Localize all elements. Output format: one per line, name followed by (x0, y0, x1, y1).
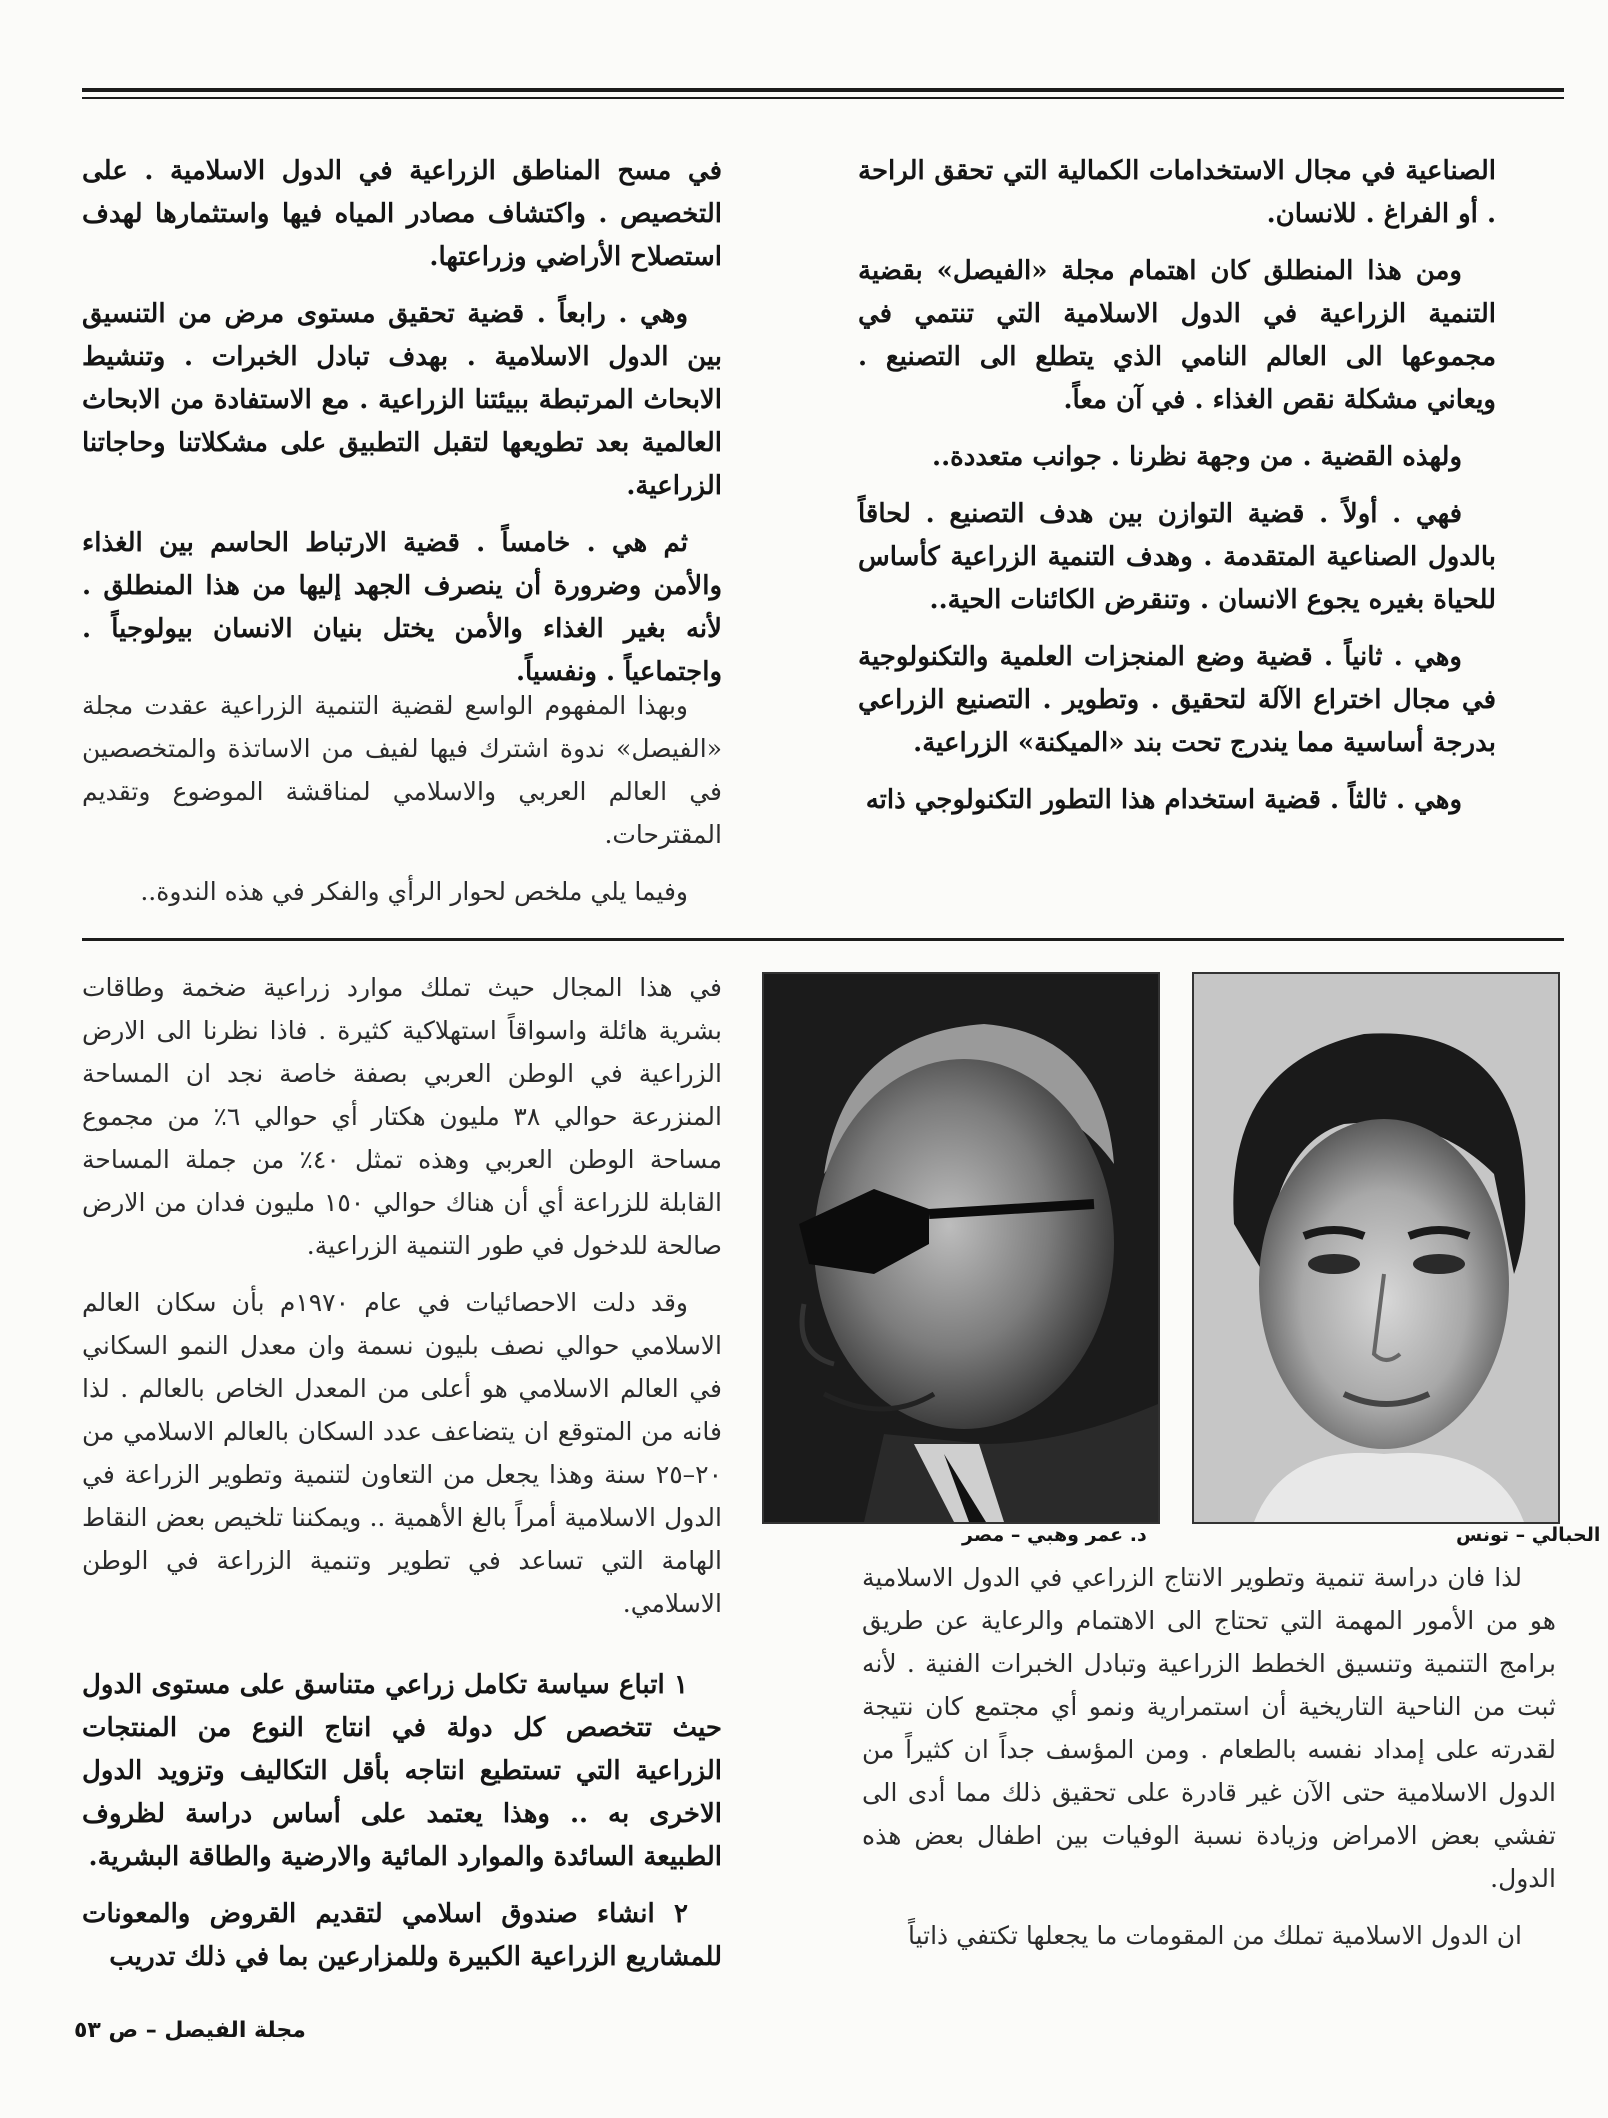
top-rule-thin (82, 97, 1564, 99)
bottom-right-column (862, 1556, 1556, 1971)
paragraph: في هذا المجال حيث تملك موارد زراعية ضخمة وطاقات بشرية هائلة واسواقاً استهلاكية كثيرة . فاذا نظرنا الى الارض الزراعية في الوطن العربي بصفة خاصة نجد ان المساحة المنزرعة حوالي ٣٨ مليون هكتار أي حوالي ٦٪ من مجموع مساحة الوطن العربي وهذه تمثل ٤٠٪ من جملة المساحة القابلة للزراعة أي أن هناك حوالي ١٥٠ مليون فدان من الارض صالحة للدخول في طور التنمية الزراعية. (82, 973, 722, 1260)
list-item: ١ اتباع سياسة تكامل زراعي متناسق على مستوى الدول حيث تتخصص كل دولة في انتاج النوع من المنتجات الزراعية التي تستطيع انتاجه بأقل التكاليف وتزويد الدول الاخرى به .. وهذا يعتمد على أساس دراسة لظروف الطبيعة السائدة والموارد المائية والارضية والطاقة البشرية. (82, 1670, 722, 1872)
paragraph: الصناعية في مجال الاستخدامات الكمالية التي تحقق الراحة . أو الفراغ . للانسان. (858, 156, 1496, 229)
paragraph: ومن هذا المنطلق كان اهتمام مجلة «الفيصل» بقضية التنمية الزراعية في الدول الاسلامية التي تنتمي في مجموعها الى العالم النامي الذي يتطلع الى التصنيع . ويعاني مشكلة نقص الغذاء . في آن معاً. (858, 256, 1496, 415)
paragraph: وقد دلت الاحصائيات في عام ١٩٧٠م بأن سكان العالم الاسلامي حوالي نصف بليون نسمة وان معدل النمو السكاني في العالم الاسلامي هو أعلى من المعدل الخاص بالعالم . لذا فانه من المتوقع ان يتضاعف عدد السكان بالعالم الاسلامي من ٢٠–٢٥ سنة وهذا يجعل من التعاون لتنمية وتطوير الزراعة في الدول الاسلامية أمراً بالغ الأهمية .. ويمكننا تلخيص بعض النقاط الهامة التي تساعد في تطوير وتنمية الزراعة في الوطن الاسلامي. (82, 1288, 722, 1618)
paragraph: وهي . ثالثاً . قضية استخدام هذا التطور التكنولوجي ذاته (865, 785, 1462, 815)
page-footer: مجلة الفيصل – ص ٥٣ (74, 2018, 306, 2043)
top-right-column (858, 150, 1496, 836)
section-divider (82, 938, 1564, 941)
top-left-column-intro (82, 684, 722, 927)
young-man-portrait-image (1194, 974, 1558, 1522)
paragraph: لذا فان دراسة تنمية وتطوير الانتاج الزراعي في الدول الاسلامية هو من الأمور المهمة التي تحتاج الى الاهتمام والرعاية عن طريق برامج التنمية وتنسيق الخطط الزراعية وتبادل الخبرات الفنية . لأنه ثبت من الناحية التاريخية أن استمرارية ونمو أي مجتمع كان نتيجة لقدرته على إمداد نفسه بالطعام . ومن المؤسف جداً ان كثيراً من الدول الاسلامية حتى الآن غير قادرة على تحقيق ذلك مما أدى الى تفشي بعض الامراض وزيادة نسبة الوفيات بين اطفال بعض هذه الدول. (862, 1563, 1556, 1893)
bottom-left-numbered-list (82, 1664, 722, 1993)
portrait-photo-right (1192, 972, 1560, 1524)
bottom-left-column (82, 966, 722, 1639)
top-rule-thick (82, 88, 1564, 92)
paragraph: ولهذه القضية . من وجهة نظرنا . جوانب متعددة.. (932, 442, 1462, 472)
portrait-photo-left (762, 972, 1160, 1524)
paragraph: في مسح المناطق الزراعية في الدول الاسلامية . على التخصيص . واكتشاف مصادر المياه فيها واستثمارها لهدف استصلاح الأراضي وزراعتها. (82, 156, 722, 272)
paragraph: وهي . ثانياً . قضية وضع المنجزات العلمية والتكنولوجية في مجال اختراع الآلة لتحقيق . وتطوير . التصنيع الزراعي بدرجة أساسية مما يندرج تحت بند «الميكنة» الزراعية. (858, 642, 1496, 758)
top-left-column (82, 150, 722, 708)
paragraph: ثم هي . خامساً . قضية الارتباط الحاسم بين الغذاء والأمن وضرورة أن ينصرف الجهد إليها من هذا المنطلق . لأنه بغير الغذاء والأمن يختل بنيان الانسان بيولوجياً . واجتماعياً . ونفسياً. (82, 528, 722, 687)
paragraph: وفيما يلي ملخص لحوار الرأي والفكر في هذه الندوة.. (140, 877, 688, 906)
man-with-glasses-portrait-image (764, 974, 1158, 1522)
paragraph: ان الدول الاسلامية تملك من المقومات ما يجعلها تكتفي ذاتياً (907, 1921, 1522, 1950)
photo-caption-right: الحبالي – تونس (1456, 1524, 1601, 1546)
paragraph: وبهذا المفهوم الواسع لقضية التنمية الزراعية عقدت مجلة «الفيصل» ندوة اشترك فيها لفيف من الاساتذة والمتخصصين في العالم العربي والاسلامي لمناقشة الموضوع وتقديم المقترحات. (82, 691, 722, 849)
paragraph: وهي . رابعاً . قضية تحقيق مستوى مرض من التنسيق بين الدول الاسلامية . بهدف تبادل الخبرات . وتنشيط الابحاث المرتبطة ببيئتنا الزراعية . مع الاستفادة من الابحاث العالمية بعد تطويعها لتقبل التطبيق على مشكلاتنا وحاجاتنا الزراعية. (82, 299, 722, 501)
photo-caption-left: د. عمر وهبي – مصر (962, 1524, 1147, 1546)
paragraph: فهي . أولاً . قضية التوازن بين هدف التصنيع . لحاقاً بالدول الصناعية المتقدمة . وهدف التنمية الزراعية كأساس للحياة بغيره يجوع الانسان . وتنقرض الكائنات الحية.. (858, 499, 1496, 615)
list-item: ٢ انشاء صندوق اسلامي لتقديم القروض والمعونات للمشاريع الزراعية الكبيرة وللمزارعين بما في ذلك تدريب (82, 1899, 722, 1972)
